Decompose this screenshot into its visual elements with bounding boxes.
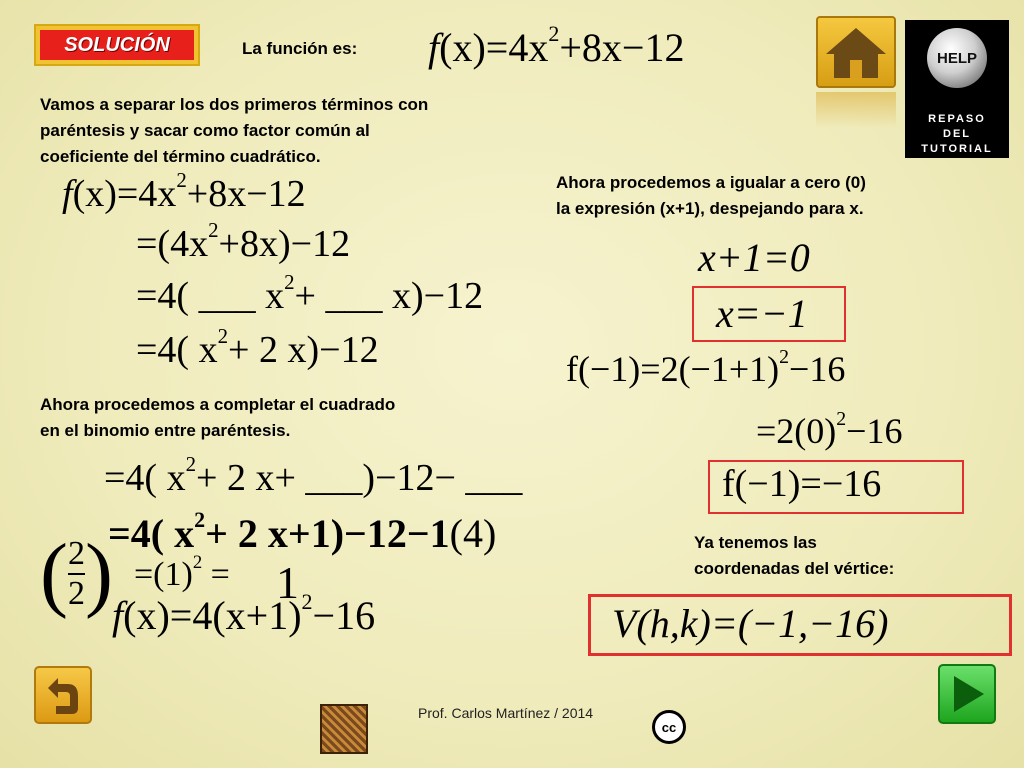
creative-commons-icon: cc [652, 710, 686, 744]
vertex-note-text: Ya tenemos las coordenadas del vértice: [694, 533, 895, 578]
vertex-coordinates: V(h,k)=(−1,−16) [612, 601, 889, 646]
step-4-equation: =4( $x^2+ 2$ x)−12 [136, 324, 379, 371]
half-coefficient-fraction: ( $\frac{2}{2}$ ) [40, 527, 113, 620]
top-function: $f(x)=4x^2+8x-12$ [428, 21, 685, 70]
help-caption: REPASO DEL TUTORIAL [921, 113, 993, 155]
equation-x-plus-one: x+1=0 [698, 235, 810, 280]
footer-credit: Prof. Carlos Martínez / 2014 [418, 705, 594, 721]
step-6-equation: =4( $x^2+ 2$ x+1)−12−1(4) [108, 507, 497, 556]
solucion-badge [34, 24, 200, 66]
play-arrow-icon [940, 666, 994, 722]
back-button[interactable] [34, 666, 92, 724]
evaluation-step-1: $f(-1)=2(-1+1)^2-16$ [566, 346, 846, 389]
help-disc-icon: HELP [927, 28, 987, 88]
author-logo [320, 704, 368, 754]
step-2-equation: $=(4x^2+8x)-12$ [136, 218, 351, 265]
home-icon [818, 18, 894, 86]
vertex-form-function: $f(x)=4(x+1)^2-16$ [112, 589, 376, 638]
evaluation-step-2: $=2(0)^2-16$ [756, 408, 903, 451]
equate-zero-text: Ahora procedemos a igualar a cero (0) la expresión (x+1), despejando para x. [556, 173, 866, 218]
return-arrow-icon [36, 668, 90, 722]
solucion-label: SOLUCIÓN [40, 30, 194, 60]
half-coefficient-result: $=(1)^2$ = [134, 552, 230, 593]
home-button[interactable] [816, 16, 896, 88]
step-5-equation: =4( $x^2+ 2$ x+ ___)−12− ___ [104, 452, 523, 499]
complete-square-text: Ahora procedemos a completar el cuadrado en el binomio entre paréntesis. [40, 395, 396, 440]
half-coefficient-one: 1 [276, 557, 299, 608]
function-label: La función es: [242, 39, 358, 58]
x-value: x=−1 [716, 291, 808, 336]
step-3-equation: =4( ___ $x^2+$ ___ x)−12 [136, 270, 484, 317]
next-button[interactable] [938, 664, 996, 724]
home-button-reflection [816, 92, 896, 128]
evaluation-result: f(−1)=−16 [722, 463, 882, 505]
help-button[interactable] [905, 20, 1009, 158]
step-1-equation: $f(x)=4x^2+8x-12$ [62, 168, 306, 215]
intro-text: Vamos a separar los dos primeros términos con paréntesis y sacar como factor común al coeficiente del término cuadrático. [40, 95, 429, 166]
